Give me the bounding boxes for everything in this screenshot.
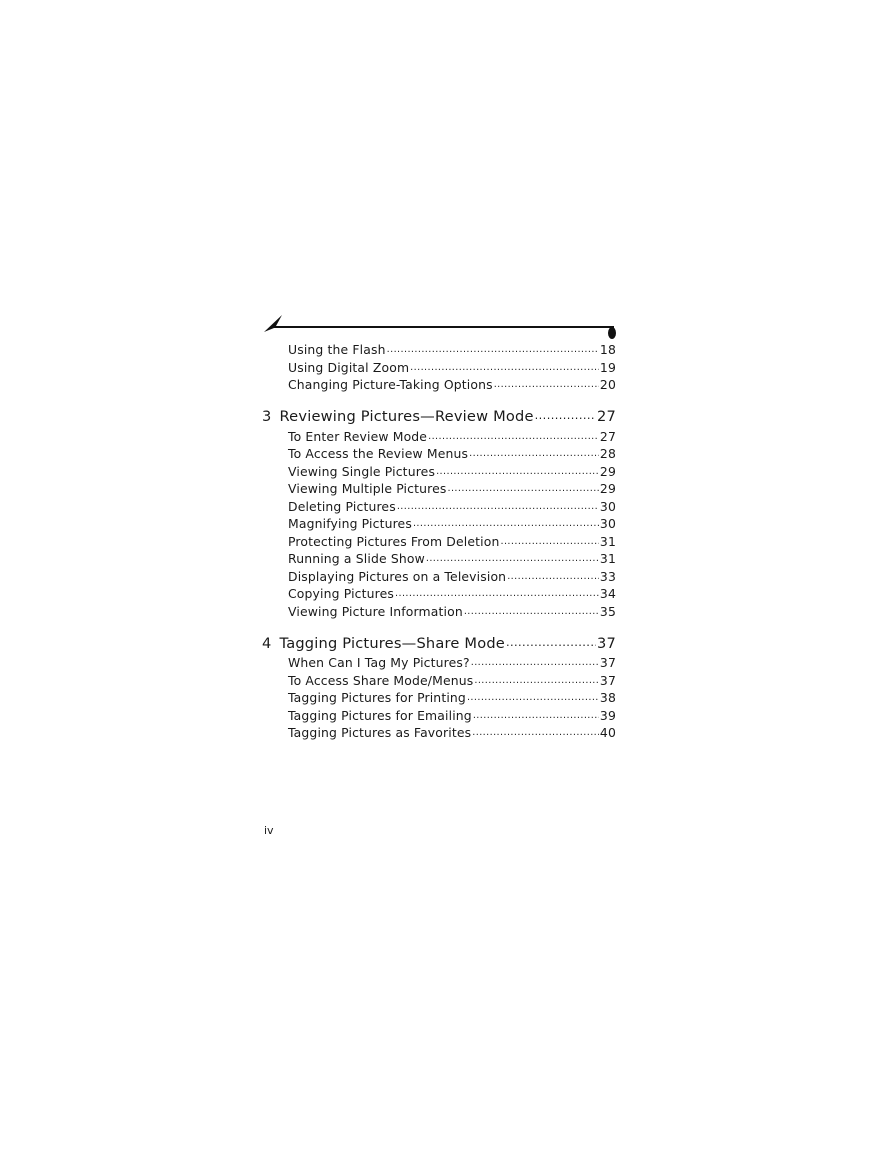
toc-entry-page: 28 xyxy=(599,446,616,462)
toc-entry-page: 27 xyxy=(599,428,616,444)
toc-entry-page: 31 xyxy=(599,551,616,567)
dot-leader xyxy=(413,516,599,528)
toc-entry-page: 33 xyxy=(599,568,616,584)
toc-entry[interactable] xyxy=(262,725,616,743)
dot-leader xyxy=(471,655,599,667)
dot-leader xyxy=(500,534,598,546)
toc-entry[interactable] xyxy=(262,690,616,708)
toc-entry-title: Tagging Pictures as Favorites xyxy=(288,725,472,741)
dot-leader xyxy=(428,429,599,441)
toc-entry-title: Using the Flash xyxy=(288,342,386,358)
dot-leader xyxy=(494,377,599,389)
toc-entry-page: 29 xyxy=(599,463,616,479)
toc-entry[interactable] xyxy=(262,516,616,534)
toc-entry-title: Protecting Pictures From Deletion xyxy=(288,533,500,549)
toc-entry[interactable] xyxy=(262,586,616,604)
toc-entry-title: Viewing Multiple Pictures xyxy=(288,481,447,497)
toc-chapter-4[interactable] xyxy=(262,633,616,655)
section-group-4 xyxy=(262,655,616,743)
toc-entry[interactable] xyxy=(262,708,616,726)
toc-entry[interactable] xyxy=(262,481,616,499)
toc-entry-page: 18 xyxy=(599,342,616,358)
toc-entry-title: Deleting Pictures xyxy=(288,498,396,514)
toc-entry-title: When Can I Tag My Pictures? xyxy=(288,655,470,671)
toc-entry-page: 39 xyxy=(599,707,616,723)
dot-leader xyxy=(397,499,599,511)
toc-entry-title: To Access the Review Menus xyxy=(288,446,469,462)
dot-leader xyxy=(387,342,599,354)
dot-leader xyxy=(474,673,599,685)
toc-entry-page: 34 xyxy=(599,586,616,602)
chapter-title: Reviewing Pictures—Review Mode xyxy=(279,408,534,426)
toc-entry-title: Tagging Pictures for Emailing xyxy=(288,707,472,723)
dot-leader xyxy=(395,586,599,598)
toc-entry[interactable] xyxy=(262,604,616,622)
toc-entry-title: To Access Share Mode/Menus xyxy=(288,672,474,688)
toc-entry[interactable] xyxy=(262,342,616,360)
toc-entry-title: Displaying Pictures on a Television xyxy=(288,568,507,584)
toc-entry-title: Tagging Pictures for Printing xyxy=(288,690,466,706)
dot-leader xyxy=(426,551,599,563)
toc-entry-page: 40 xyxy=(599,725,616,741)
section-group-2 xyxy=(262,342,616,395)
dot-leader xyxy=(447,481,598,493)
toc-entry-title: Viewing Single Pictures xyxy=(288,463,436,479)
dot-leader xyxy=(472,725,599,737)
toc-entry-page: 35 xyxy=(599,603,616,619)
chapter-page: 27 xyxy=(597,408,616,426)
toc-entry-page: 38 xyxy=(599,690,616,706)
dot-leader xyxy=(473,708,599,720)
toc-entry-page: 30 xyxy=(599,498,616,514)
toc-entry-page: 29 xyxy=(599,481,616,497)
toc-entry-title: Magnifying Pictures xyxy=(288,516,412,532)
dot-leader xyxy=(535,407,596,422)
dot-leader xyxy=(469,446,599,458)
toc-entry[interactable] xyxy=(262,655,616,673)
toc-chapter-3[interactable] xyxy=(262,407,616,429)
toc-entry-page: 37 xyxy=(599,655,616,671)
toc-entry[interactable] xyxy=(262,446,616,464)
page-number: iv xyxy=(264,824,274,837)
toc-entry[interactable] xyxy=(262,499,616,517)
toc-entry-page: 20 xyxy=(599,377,616,393)
toc-entry-title: Changing Picture-Taking Options xyxy=(288,377,493,393)
section-group-3 xyxy=(262,429,616,622)
dot-leader xyxy=(436,464,599,476)
toc-entry[interactable] xyxy=(262,673,616,691)
toc-entry[interactable] xyxy=(262,377,616,395)
chapter-number: 4 xyxy=(262,634,272,652)
header-rule xyxy=(262,314,618,340)
toc-entry-title: Using Digital Zoom xyxy=(288,359,410,375)
dot-leader xyxy=(507,569,599,581)
chapter-title: Tagging Pictures—Share Mode xyxy=(279,634,505,652)
toc-entry-page: 19 xyxy=(599,359,616,375)
toc-entry[interactable] xyxy=(262,569,616,587)
dot-leader xyxy=(506,633,596,648)
chapter-number: 3 xyxy=(262,408,272,426)
chapter-page: 37 xyxy=(597,634,616,652)
toc-entry-title: Copying Pictures xyxy=(288,586,394,602)
dot-leader xyxy=(467,690,599,702)
toc-entry[interactable] xyxy=(262,360,616,378)
toc-entry-title: To Enter Review Mode xyxy=(288,428,428,444)
toc-entry[interactable] xyxy=(262,551,616,569)
toc-entry[interactable] xyxy=(262,464,616,482)
toc-entry-title: Viewing Picture Information xyxy=(288,603,463,619)
dot-leader xyxy=(464,604,599,616)
toc-entry-page: 37 xyxy=(599,672,616,688)
toc-entry-page: 30 xyxy=(599,516,616,532)
dot-leader xyxy=(410,360,599,372)
table-of-contents xyxy=(262,342,616,743)
toc-entry-title: Running a Slide Show xyxy=(288,551,425,567)
toc-entry[interactable] xyxy=(262,429,616,447)
toc-entry-page: 31 xyxy=(599,533,616,549)
toc-entry[interactable] xyxy=(262,534,616,552)
